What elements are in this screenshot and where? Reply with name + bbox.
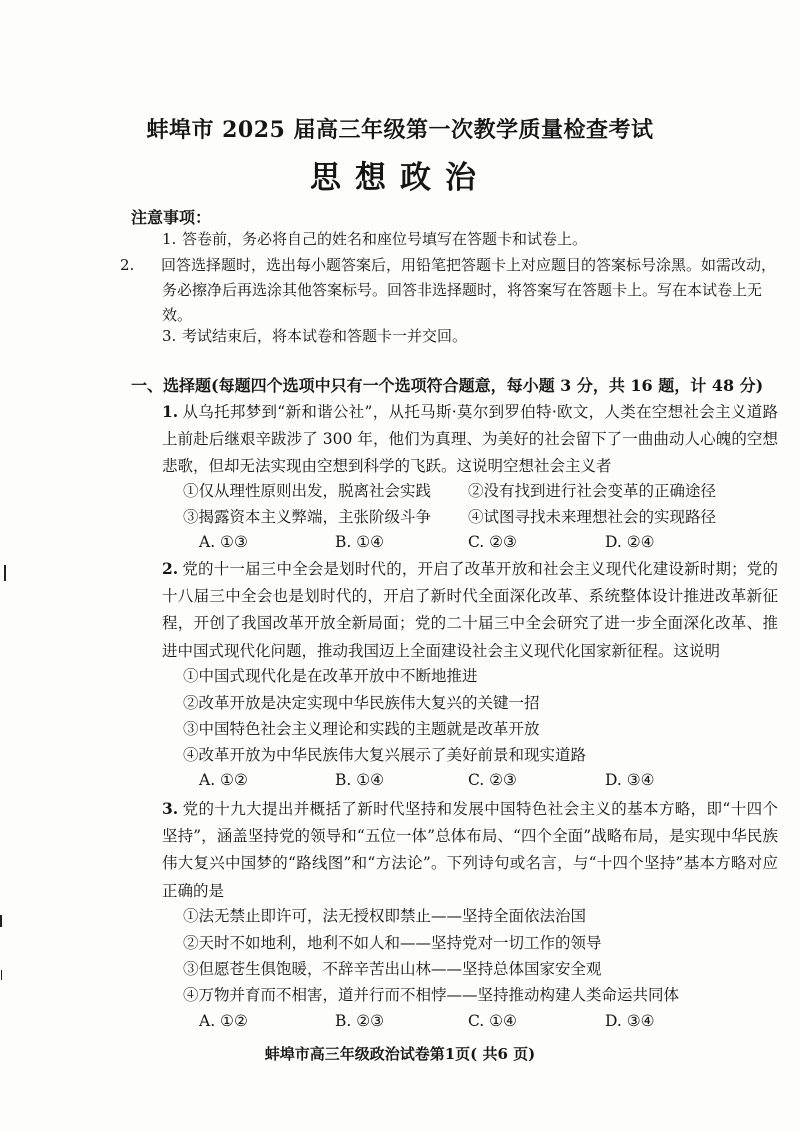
question-number: 3. <box>162 799 179 818</box>
scan-mark <box>0 915 2 927</box>
notice-item-3 <box>162 324 782 349</box>
notice-number: 3. <box>162 327 177 345</box>
q1-statement-3: ③揭露资本主义弊端，主张阶级斗争 <box>183 508 432 526</box>
q2-option-d[interactable]: D. ③④ <box>605 771 655 789</box>
q2-statement-2: ②改革开放是决定实现中华民族伟大复兴的关键一招 <box>183 694 540 712</box>
q3-statement-1: ①法无禁止即许可，法无授权即禁止——坚持全面依法治国 <box>183 907 587 925</box>
q3-option-b[interactable]: B. ②③ <box>335 1012 385 1030</box>
scan-mark <box>1 970 2 980</box>
notice-text: 考试结束后，将本试卷和答题卡一并交回。 <box>182 327 468 345</box>
notice-heading: 注意事项： <box>131 208 212 227</box>
q3-statement-4: ④万物并育而不相害，道并行而不相悖——坚持推动构建人类命运共同体 <box>183 986 680 1004</box>
q2-statement-1: ①中国式现代化是在改革开放中不断地推进 <box>183 667 478 685</box>
q1-statement-1: ①仅从理性原则出发，脱离社会实践 <box>183 482 432 500</box>
question-2-stem <box>162 555 778 665</box>
question-3-stem <box>162 795 778 905</box>
page-footer: 蚌埠市高三年级政治试卷第1页( 共6 页) <box>264 1045 536 1063</box>
scan-mark <box>4 565 6 581</box>
notice-number: 2. <box>120 256 135 274</box>
q1-statement-2: ②没有找到进行社会变革的正确途径 <box>468 482 717 500</box>
question-number: 2. <box>162 559 179 578</box>
q1-option-d[interactable]: D. ②④ <box>605 533 655 551</box>
q1-statement-4: ④试图寻找未来理想社会的实现路径 <box>468 508 717 526</box>
notice-item-1 <box>162 227 782 252</box>
q2-option-c[interactable]: C. ②③ <box>468 771 517 789</box>
q3-statement-2: ②天时不如地利，地利不如人和——坚持党对一切工作的领导 <box>183 934 602 952</box>
q3-statement-3: ③但愿苍生俱饱暖，不辞辛苦出山林——坚持总体国家安全观 <box>183 960 602 978</box>
q2-statement-3: ③中国特色社会主义理论和实践的主题就是改革开放 <box>183 720 540 738</box>
exam-title: 蚌埠市 2025 届高三年级第一次教学质量检查考试 <box>146 117 654 143</box>
q2-option-a[interactable]: A. ①② <box>199 771 248 789</box>
question-text: 党的十一届三中全会是划时代的，开启了改革开放和社会主义现代化建设新时期；党的十八届三中全会也是划时代的，开启了新时代全面深化改革、系统整体设计推进改革新征程，开创了我国改革开放全新局面；党的二十届三中全会研究了进一步全面深化改革、推进中国式现代化问题，推动我国迈上全面建设社会主义现代化国家新征程。这说明 <box>162 560 778 660</box>
question-number: 1. <box>162 402 179 421</box>
question-1-stem <box>162 398 778 481</box>
question-text: 从乌托邦梦到“新和谐公社”，从托马斯·莫尔到罗伯特·欧文，人类在空想社会主义道路上前赴后继艰辛跋涉了 300 年，他们为真理、为美好的社会留下了一曲曲动人心魄的空想悲歌，但却无法实现由空想到科学的飞跃。这说明空想社会主义者 <box>162 403 778 476</box>
q3-option-d[interactable]: D. ③④ <box>605 1012 655 1030</box>
q3-option-a[interactable]: A. ①② <box>199 1012 248 1030</box>
q1-option-a[interactable]: A. ①③ <box>199 533 248 551</box>
q1-option-c[interactable]: C. ②③ <box>468 533 517 551</box>
q3-option-c[interactable]: C. ①④ <box>468 1012 517 1030</box>
subject-title: 思想政治 <box>310 160 490 196</box>
notice-item-2 <box>120 253 782 328</box>
q2-statement-4: ④改革开放为中华民族伟大复兴展示了美好前景和现实道路 <box>183 746 587 764</box>
notice-number: 1. <box>162 230 177 248</box>
section-title: 一、选择题(每题四个选项中只有一个选项符合题意，每小题 3 分，共 16 题，计 48 分) <box>131 376 764 395</box>
q1-option-b[interactable]: B. ①④ <box>335 533 385 551</box>
q2-option-b[interactable]: B. ①④ <box>335 771 385 789</box>
question-text: 党的十九大提出并概括了新时代坚持和发展中国特色社会主义的基本方略，即“十四个坚持”，涵盖坚持党的领导和“五位一体”总体布局、“四个全面”战略布局，是实现中华民族伟大复兴中国梦的“路线图”和“方法论”。下列诗句或名言，与“十四个坚持”基本方略对应正确的是 <box>162 800 778 900</box>
notice-text: 回答选择题时，选出每小题答案后，用铅笔把答题卡上对应题目的答案标号涂黑。如需改动，务必擦净后再选涂其他答案标号。回答非选择题时，将答案写在答题卡上。写在本试卷上无效。 <box>161 256 777 324</box>
notice-text: 答卷前，务必将自己的姓名和座位号填写在答题卡和试卷上。 <box>182 230 588 248</box>
